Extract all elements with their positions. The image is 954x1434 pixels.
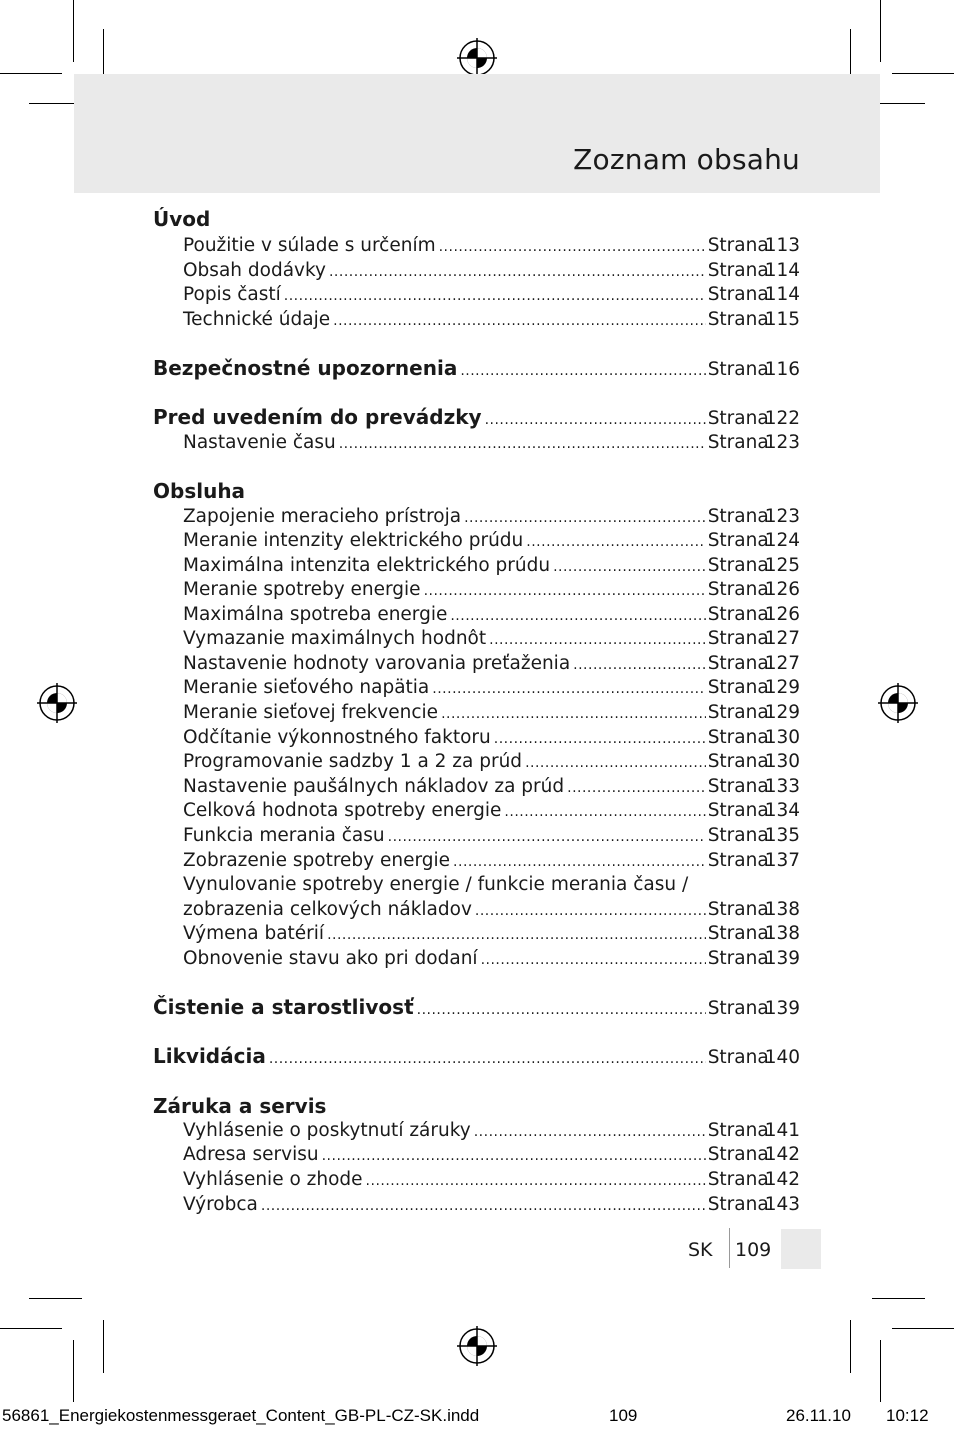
toc-entry[interactable] [183,824,800,848]
strana-label: Strana [707,408,769,429]
toc-entry[interactable] [183,578,800,602]
leader-dots [474,1120,706,1144]
crop-mark [880,1340,881,1402]
section-heading: Obsluha [153,479,246,503]
strana-label: Strana [707,235,769,256]
toc-entry[interactable] [183,1143,800,1167]
slug-filename: 56861_Energiekostenmessgeraet_Content_GB-PL-CZ-SK.indd [2,1406,480,1425]
leader-dots [525,751,706,775]
toc-entry-label: Celková hodnota spotreby energie [183,800,502,821]
registration-mark-icon [457,38,497,78]
strana-label: Strana [707,1169,769,1190]
toc-entry-label: Programovanie sadzby 1 a 2 za prúd [183,751,523,772]
leader-dots [322,1144,706,1168]
strana-label: Strana [707,555,769,576]
toc-entry-label: Meranie spotreby energie [183,579,421,600]
toc-entry[interactable] [183,676,800,700]
footer-divider [729,1228,730,1268]
toc-entry[interactable] [183,701,800,725]
page-number: 130 [764,727,800,748]
strana-label: Strana [707,998,769,1019]
footer-page-number: 109 [735,1239,772,1261]
leader-dots [261,1194,706,1218]
crop-mark [872,1298,925,1299]
strana-label: Strana [707,506,769,527]
page-number: 125 [764,555,800,576]
page-number: 129 [764,702,800,723]
toc-main-entry[interactable] [153,1044,800,1068]
toc-entry[interactable] [183,529,800,553]
leader-dots [494,727,706,751]
registration-mark-icon [457,1326,497,1366]
page-number: 139 [764,998,800,1019]
toc-entry-label: Maximálna spotreba energie [183,604,448,625]
leader-dots [453,850,706,874]
leader-dots [388,825,706,849]
slug-date: 26.11.10 [786,1406,851,1425]
toc-entry[interactable] [183,554,800,578]
toc-entry-label: Funkcia merania času [183,825,385,846]
page-number: 130 [764,751,800,772]
toc-entry-label: Popis častí [183,284,281,305]
strana-label: Strana [707,727,769,748]
toc-entry[interactable] [183,947,800,971]
leader-dots [460,359,705,383]
page-number: 116 [764,359,800,380]
toc-entry-continued[interactable] [183,873,800,897]
toc-entry-label: Odčítanie výkonnostného faktoru [183,727,491,748]
toc-entry-label: Nastavenie času [183,432,336,453]
crop-mark [850,1320,851,1373]
crop-mark [0,1328,62,1329]
leader-dots [441,702,706,726]
page-number: 114 [764,284,800,305]
strana-label: Strana [707,751,769,772]
strana-label: Strana [707,1194,769,1215]
leader-dots [475,899,706,923]
crop-mark [0,73,62,74]
toc-main-entry[interactable] [153,356,800,380]
toc-main-label: Čistenie a starostlivosť [153,995,414,1019]
page-number: 126 [764,579,800,600]
crop-mark [892,73,954,74]
toc-entry[interactable] [183,922,800,946]
toc-entry-label: Meranie sieťovej frekvencie [183,702,439,723]
toc-entry-label: Vyhlásenie o poskytnutí záruky [183,1120,471,1141]
toc-entry[interactable] [183,898,800,922]
slug-page: 109 [609,1406,638,1425]
toc-entry-label: Nastavenie paušálnych nákladov za prúd [183,776,565,797]
toc-entry[interactable] [183,849,800,873]
strana-label: Strana [707,628,769,649]
toc-entry-label: Adresa servisu [183,1144,319,1165]
page-number: 127 [764,653,800,674]
strana-label: Strana [707,530,769,551]
crop-mark [29,1298,82,1299]
toc-entry-label: Nastavenie hodnoty varovania preťaženia [183,653,571,674]
page-number: 129 [764,677,800,698]
strana-label: Strana [707,359,769,380]
page-number: 138 [764,923,800,944]
page-number: 134 [764,800,800,821]
toc-entry[interactable] [183,431,800,455]
strana-label: Strana [707,1144,769,1165]
crop-mark [73,1340,74,1402]
page-number: 122 [764,408,800,429]
page-number: 138 [764,899,800,920]
strana-label: Strana [707,579,769,600]
slug-time: 10:12 [886,1406,929,1425]
strana-label: Strana [707,260,769,281]
toc-entry-label: Použitie v súlade s určením [183,235,436,256]
toc-entry-label: Vymazanie maximálnych hodnôt [183,628,487,649]
page-title: Zoznam obsahu [573,143,800,176]
crop-mark [892,1328,954,1329]
toc-main-label: Pred uvedením do prevádzky [153,405,482,429]
strana-label: Strana [707,653,769,674]
toc-main-label: Bezpečnostné upozornenia [153,356,458,380]
leader-dots [489,628,706,652]
strana-label: Strana [707,825,769,846]
toc-entry[interactable] [183,234,800,258]
leader-dots [424,579,706,603]
strana-label: Strana [707,899,769,920]
strana-label: Strana [707,702,769,723]
toc-entry-label: zobrazenia celkových nákladov [183,899,472,920]
leader-dots [329,260,706,284]
strana-label: Strana [707,923,769,944]
toc-entry-label: Výmena batérií [183,923,325,944]
toc-entry-label: Meranie sieťového napätia [183,677,430,698]
strana-label: Strana [707,309,769,330]
toc-entry[interactable] [183,775,800,799]
section-heading: Úvod [153,207,211,231]
toc-entry[interactable] [183,627,800,651]
toc-entry[interactable] [183,750,800,774]
page-number: 115 [764,309,800,330]
strana-label: Strana [707,432,769,453]
leader-dots [553,555,706,579]
page-number: 113 [764,235,800,256]
registration-mark-icon [878,683,918,723]
leader-dots [464,506,706,530]
strana-label: Strana [707,800,769,821]
toc-entry-label: Vynulovanie spotreby energie / funkcie merania času / [183,874,689,895]
leader-dots [269,1047,706,1071]
page-number: 142 [764,1144,800,1165]
leader-dots [327,923,706,947]
toc-entry-label: Zapojenie meracieho prístroja [183,506,462,527]
crop-mark [880,0,881,62]
leader-dots [481,948,706,972]
leader-dots [439,235,706,259]
page-number: 141 [764,1120,800,1141]
strana-label: Strana [707,677,769,698]
section-heading: Záruka a servis [153,1094,327,1118]
page-number: 124 [764,530,800,551]
leader-dots [567,776,706,800]
toc-entry[interactable] [183,505,800,529]
crop-mark [73,0,74,62]
toc-entry[interactable] [183,652,800,676]
toc-main-label: Likvidácia [153,1044,266,1068]
leader-dots [526,530,705,554]
footer-language: SK [688,1239,713,1261]
leader-dots [339,432,706,456]
page-number: 123 [764,432,800,453]
page-number: 142 [764,1169,800,1190]
leader-dots [485,408,706,432]
toc-entry-label: Výrobca [183,1194,258,1215]
toc-entry[interactable] [183,1193,800,1217]
page-number: 143 [764,1194,800,1215]
page-number: 137 [764,850,800,871]
toc-entry[interactable] [183,799,800,823]
page-number: 135 [764,825,800,846]
toc-entry-label: Obsah dodávky [183,260,326,281]
toc-entry[interactable] [183,603,800,627]
page-number: 126 [764,604,800,625]
toc-entry-label: Zobrazenie spotreby energie [183,850,451,871]
leader-dots [573,653,706,677]
leader-dots [333,309,706,333]
page-number: 123 [764,506,800,527]
toc-entry-label: Vyhlásenie o zhode [183,1169,363,1190]
strana-label: Strana [707,948,769,969]
strana-label: Strana [707,1120,769,1141]
leader-dots [450,604,705,628]
toc-entry-label: Meranie intenzity elektrického prúdu [183,530,524,551]
toc-entry[interactable] [183,1168,800,1192]
toc-main-entry[interactable] [153,995,800,1019]
toc-entry[interactable] [183,1119,800,1143]
leader-dots [366,1169,706,1193]
strana-label: Strana [707,776,769,797]
toc-entry-label: Technické údaje [183,309,331,330]
toc-main-entry[interactable] [153,405,800,429]
strana-label: Strana [707,284,769,305]
leader-dots [504,800,705,824]
page-number: 114 [764,260,800,281]
page-number: 140 [764,1047,800,1068]
toc-entry[interactable] [183,726,800,750]
toc-entry-label: Obnovenie stavu ako pri dodaní [183,948,478,969]
strana-label: Strana [707,850,769,871]
toc-entry[interactable] [183,259,800,283]
strana-label: Strana [707,1047,769,1068]
toc-entry-label: Maximálna intenzita elektrického prúdu [183,555,551,576]
registration-mark-icon [37,683,77,723]
strana-label: Strana [707,604,769,625]
crop-mark [103,1320,104,1373]
leader-dots [417,998,706,1022]
page-number: 127 [764,628,800,649]
toc-entry[interactable] [183,308,800,332]
leader-dots [432,677,705,701]
page-number: 139 [764,948,800,969]
leader-dots [284,284,706,308]
footer-tab-box [781,1229,821,1269]
toc-entry[interactable] [183,283,800,307]
page-number: 133 [764,776,800,797]
